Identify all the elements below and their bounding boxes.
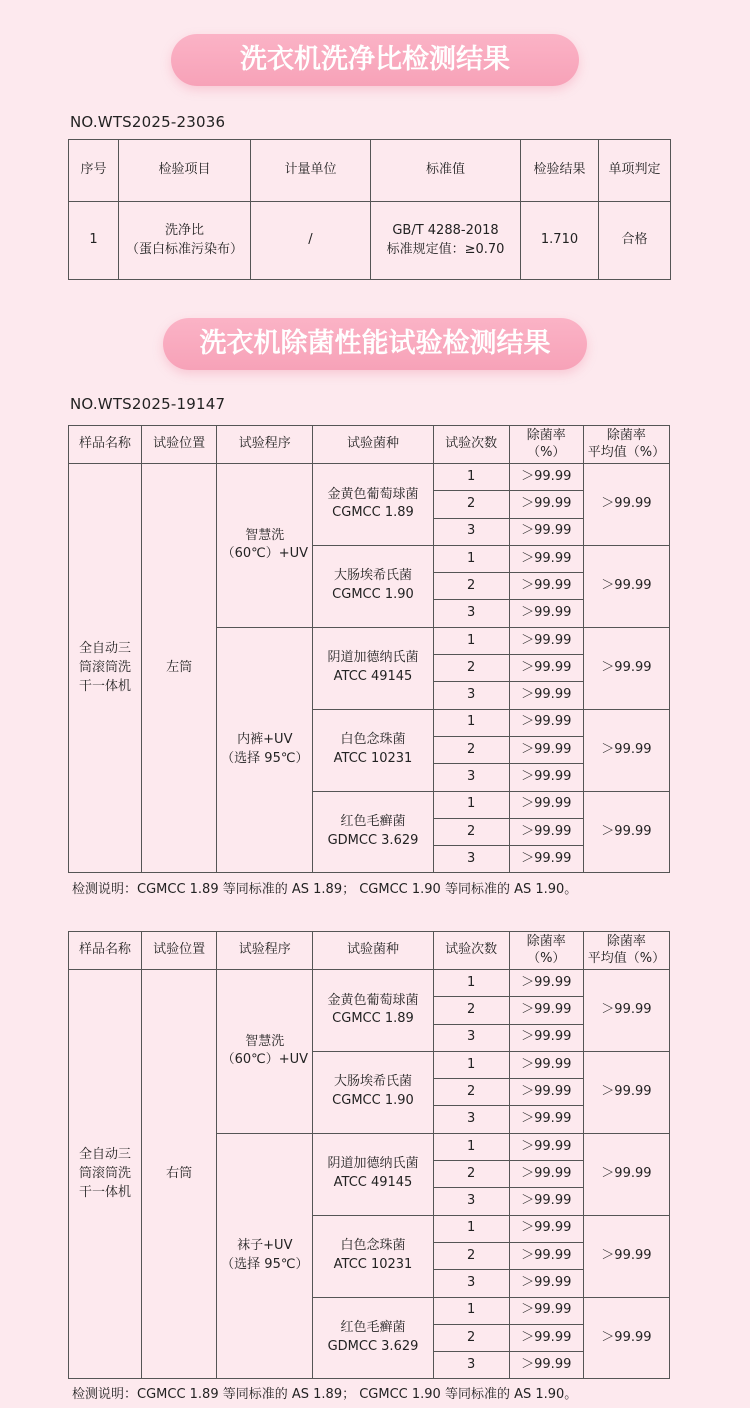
cell-line: 平均值（%） <box>587 950 666 966</box>
sample-name <box>69 464 142 873</box>
average-rate: ＞99.99 <box>583 791 669 873</box>
removal-rate: ＞99.99 <box>509 1297 583 1324</box>
cell-line: （%） <box>527 444 566 460</box>
header-standard: 标准值 <box>371 140 521 202</box>
average-rate: ＞99.99 <box>583 709 669 791</box>
section-title-wash-ratio: 洗衣机洗净比检测结果 <box>171 34 579 86</box>
cell-line: 干一体机 <box>79 1184 132 1200</box>
removal-rate: ＞99.99 <box>509 1161 583 1188</box>
header-average-rate <box>583 932 669 970</box>
table-row <box>69 464 670 491</box>
test-program <box>217 1133 313 1379</box>
table-row <box>69 202 671 280</box>
cell-line: 金黄色葡萄球菌 <box>327 486 419 502</box>
strain-name <box>313 545 433 627</box>
cell-line: 筒滚筒洗 <box>79 659 132 675</box>
header-position: 试验位置 <box>142 932 217 970</box>
header-judgement: 单项判定 <box>599 140 671 202</box>
cell-line: （60℃）+UV <box>221 1052 309 1068</box>
run-number: 1 <box>433 709 509 736</box>
strain-name <box>313 1133 433 1215</box>
strain-name <box>313 1297 433 1379</box>
header-index: 序号 <box>69 140 119 202</box>
wash-ratio-table <box>68 139 671 280</box>
cell-line: 智慧洗 <box>245 1033 285 1049</box>
cell-line: 平均值（%） <box>587 444 666 460</box>
header-program: 试验程序 <box>217 932 313 970</box>
cell-line: 红色毛癣菌 <box>340 814 406 830</box>
removal-rate: ＞99.99 <box>509 573 583 600</box>
header-sample: 样品名称 <box>69 932 142 970</box>
header-count: 试验次数 <box>433 426 509 464</box>
average-rate: ＞99.99 <box>583 1215 669 1297</box>
table-header-row <box>69 932 670 970</box>
cell-line: 除菌率 <box>526 427 566 443</box>
cell-line: CGMCC 1.90 <box>332 1093 414 1109</box>
sterilization-table-left <box>68 425 670 873</box>
row-item-line2: （蛋白标准污染布） <box>125 241 243 257</box>
table-row <box>69 970 670 997</box>
run-number: 3 <box>433 682 509 709</box>
header-count: 试验次数 <box>433 932 509 970</box>
row-item <box>119 202 251 280</box>
cell-line: 智慧洗 <box>245 527 285 543</box>
header-sample: 样品名称 <box>69 426 142 464</box>
cell-line: （60℃）+UV <box>221 546 309 562</box>
run-number: 3 <box>433 1106 509 1133</box>
cell-line: CGMCC 1.89 <box>332 505 414 521</box>
cell-line: 金黄色葡萄球菌 <box>327 992 419 1008</box>
average-rate: ＞99.99 <box>583 970 669 1052</box>
row-item-line1: 洗净比 <box>164 222 204 238</box>
cell-line: 筒滚筒洗 <box>79 1165 132 1181</box>
run-number: 1 <box>433 1133 509 1160</box>
test-program <box>217 970 313 1134</box>
removal-rate: ＞99.99 <box>509 1324 583 1351</box>
table-header-row <box>69 426 670 464</box>
removal-rate: ＞99.99 <box>509 491 583 518</box>
removal-rate: ＞99.99 <box>509 764 583 791</box>
test-position: 左筒 <box>142 464 217 873</box>
run-number: 1 <box>433 970 509 997</box>
header-strain: 试验菌种 <box>313 932 433 970</box>
header-unit: 计量单位 <box>251 140 371 202</box>
removal-rate: ＞99.99 <box>509 846 583 873</box>
header-program: 试验程序 <box>217 426 313 464</box>
cell-line: 内裤+UV <box>237 732 293 748</box>
cell-line: ATCC 49145 <box>333 669 413 685</box>
header-strain: 试验菌种 <box>313 426 433 464</box>
header-position: 试验位置 <box>142 426 217 464</box>
removal-rate: ＞99.99 <box>509 682 583 709</box>
average-rate: ＞99.99 <box>583 545 669 627</box>
header-result: 检验结果 <box>521 140 599 202</box>
run-number: 2 <box>433 655 509 682</box>
removal-rate: ＞99.99 <box>509 1242 583 1269</box>
removal-rate: ＞99.99 <box>509 1051 583 1078</box>
run-number: 1 <box>433 1215 509 1242</box>
row-unit: / <box>251 202 371 280</box>
sample-name <box>69 970 142 1379</box>
cell-line: 大肠埃希氏菌 <box>333 1074 412 1090</box>
cell-line: 除菌率 <box>606 933 646 949</box>
run-number: 2 <box>433 491 509 518</box>
section-title-sterilization: 洗衣机除菌性能试验检测结果 <box>163 318 587 370</box>
run-number: 1 <box>433 627 509 654</box>
row-judgement: 合格 <box>599 202 671 280</box>
strain-name <box>313 1215 433 1297</box>
run-number: 1 <box>433 1297 509 1324</box>
cell-line: 红色毛癣菌 <box>340 1320 406 1336</box>
cell-line: （%） <box>527 950 566 966</box>
row-standard-line2: 标准规定值：≥0.70 <box>386 241 505 257</box>
row-index: 1 <box>69 202 119 280</box>
cell-line: 大肠埃希氏菌 <box>333 568 412 584</box>
strain-name <box>313 791 433 873</box>
average-rate: ＞99.99 <box>583 627 669 709</box>
cell-line: （选择 95℃） <box>221 1257 309 1273</box>
report-number: NO.WTS2025-23036 <box>70 113 226 131</box>
cell-line: 除菌率 <box>606 427 646 443</box>
removal-rate: ＞99.99 <box>509 518 583 545</box>
average-rate: ＞99.99 <box>583 1051 669 1133</box>
strain-name <box>313 464 433 546</box>
run-number: 2 <box>433 736 509 763</box>
strain-name <box>313 970 433 1052</box>
run-number: 3 <box>433 1024 509 1051</box>
cell-line: 阴道加德纳氏菌 <box>327 1156 419 1172</box>
test-program <box>217 627 313 873</box>
cell-line: 全自动三 <box>79 640 132 656</box>
strain-name <box>313 709 433 791</box>
run-number: 3 <box>433 518 509 545</box>
cell-line: ATCC 10231 <box>333 751 413 767</box>
removal-rate: ＞99.99 <box>509 464 583 491</box>
header-rate <box>509 932 583 970</box>
row-result: 1.710 <box>521 202 599 280</box>
test-position: 右筒 <box>142 970 217 1379</box>
average-rate: ＞99.99 <box>583 464 669 546</box>
removal-rate: ＞99.99 <box>509 970 583 997</box>
strain-name <box>313 1051 433 1133</box>
row-standard <box>371 202 521 280</box>
run-number: 1 <box>433 545 509 572</box>
run-number: 2 <box>433 1242 509 1269</box>
cell-line: GDMCC 3.629 <box>327 1339 419 1354</box>
removal-rate: ＞99.99 <box>509 1352 583 1379</box>
cell-line: 阴道加德纳氏菌 <box>327 650 419 666</box>
header-item: 检验项目 <box>119 140 251 202</box>
average-rate: ＞99.99 <box>583 1297 669 1379</box>
run-number: 2 <box>433 1324 509 1351</box>
run-number: 3 <box>433 764 509 791</box>
cell-line: 干一体机 <box>79 678 132 694</box>
removal-rate: ＞99.99 <box>509 1024 583 1051</box>
run-number: 2 <box>433 997 509 1024</box>
test-note: 检测说明：CGMCC 1.89 等同标准的 AS 1.89； CGMCC 1.90 等同标准的 AS 1.90。 <box>72 882 578 897</box>
row-standard-line1: GB/T 4288-2018 <box>392 222 499 238</box>
run-number: 2 <box>433 573 509 600</box>
cell-line: ATCC 10231 <box>333 1257 413 1273</box>
report-number: NO.WTS2025-19147 <box>70 395 226 413</box>
removal-rate: ＞99.99 <box>509 545 583 572</box>
removal-rate: ＞99.99 <box>509 655 583 682</box>
run-number: 1 <box>433 1051 509 1078</box>
removal-rate: ＞99.99 <box>509 1079 583 1106</box>
cell-line: 白色念珠菌 <box>340 1238 406 1254</box>
removal-rate: ＞99.99 <box>509 1215 583 1242</box>
removal-rate: ＞99.99 <box>509 709 583 736</box>
removal-rate: ＞99.99 <box>509 1188 583 1215</box>
cell-line: （选择 95℃） <box>221 751 309 767</box>
header-average-rate <box>583 426 669 464</box>
removal-rate: ＞99.99 <box>509 791 583 818</box>
test-program <box>217 464 313 628</box>
header-rate <box>509 426 583 464</box>
cell-line: 全自动三 <box>79 1146 132 1162</box>
removal-rate: ＞99.99 <box>509 627 583 654</box>
strain-name <box>313 627 433 709</box>
run-number: 2 <box>433 1161 509 1188</box>
test-note: 检测说明：CGMCC 1.89 等同标准的 AS 1.89； CGMCC 1.90 等同标准的 AS 1.90。 <box>72 1387 578 1402</box>
run-number: 3 <box>433 1188 509 1215</box>
removal-rate: ＞99.99 <box>509 736 583 763</box>
removal-rate: ＞99.99 <box>509 600 583 627</box>
removal-rate: ＞99.99 <box>509 997 583 1024</box>
run-number: 3 <box>433 846 509 873</box>
average-rate: ＞99.99 <box>583 1133 669 1215</box>
cell-line: ATCC 49145 <box>333 1175 413 1191</box>
sterilization-table-right <box>68 931 670 1379</box>
run-number: 3 <box>433 600 509 627</box>
cell-line: GDMCC 3.629 <box>327 833 419 848</box>
table-header-row <box>69 140 671 202</box>
run-number: 3 <box>433 1352 509 1379</box>
cell-line: CGMCC 1.89 <box>332 1011 414 1027</box>
run-number: 1 <box>433 791 509 818</box>
run-number: 2 <box>433 1079 509 1106</box>
removal-rate: ＞99.99 <box>509 1133 583 1160</box>
removal-rate: ＞99.99 <box>509 1270 583 1297</box>
cell-line: 除菌率 <box>526 933 566 949</box>
cell-line: CGMCC 1.90 <box>332 587 414 603</box>
cell-line: 白色念珠菌 <box>340 732 406 748</box>
run-number: 2 <box>433 818 509 845</box>
removal-rate: ＞99.99 <box>509 818 583 845</box>
run-number: 1 <box>433 464 509 491</box>
cell-line: 袜子+UV <box>237 1238 293 1254</box>
run-number: 3 <box>433 1270 509 1297</box>
removal-rate: ＞99.99 <box>509 1106 583 1133</box>
